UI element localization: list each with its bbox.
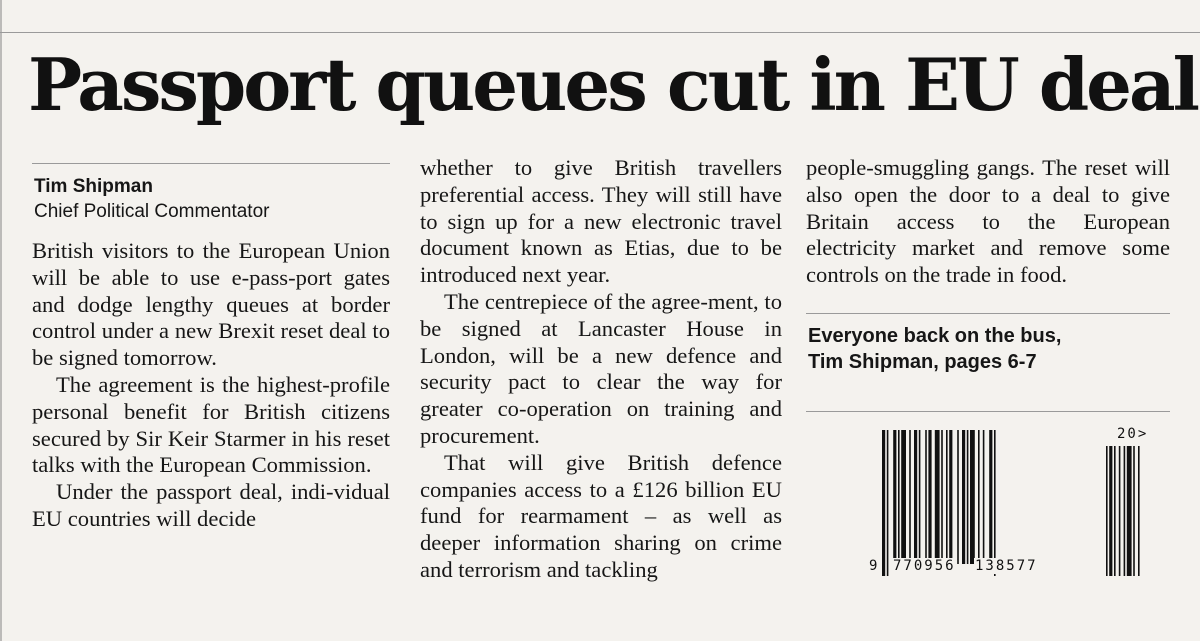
- teaser-line-1: Everyone back on the bus,: [808, 325, 1062, 347]
- barcode-bar: [962, 430, 965, 564]
- page-edge: [0, 0, 2, 641]
- barcode-number-1: 770956: [893, 558, 956, 574]
- article-column-2: [420, 155, 782, 584]
- teaser-rule-top: [806, 313, 1170, 314]
- barcode-addon-bar: [1133, 446, 1135, 576]
- barcode-bar: [882, 430, 885, 576]
- barcode-addon-bar: [1119, 446, 1121, 576]
- paragraph: That will give British defence companies access to a £126 billion EU fund for rearmament – as well as deeper information sharing on crime and terrorism and tackling: [420, 449, 782, 582]
- barcode-addon-bar: [1124, 446, 1126, 576]
- article-column-3: [806, 155, 1170, 289]
- teaser-line-2: Tim Shipman, pages 6-7: [808, 351, 1037, 373]
- barcode-addon-bar: [1109, 446, 1112, 576]
- cross-reference-teaser[interactable]: [808, 323, 1061, 375]
- paragraph: whether to give British travellers preferential access. They will still have to sign up for a new electronic travel document known as Etias, due to be introduced next year.: [420, 155, 782, 288]
- barcode-bar: [914, 430, 917, 564]
- barcode: [868, 426, 1168, 586]
- headline: Passport queues cut in EU deal: [28, 42, 1197, 127]
- barcode-bar: [994, 430, 996, 576]
- barcode-bar: [919, 430, 921, 564]
- barcode-addon-bar: [1127, 446, 1132, 576]
- barcode-bar: [928, 430, 931, 564]
- teaser-rule-bottom: [806, 411, 1170, 412]
- barcode-addon: 20>: [1117, 426, 1149, 442]
- paragraph: British visitors to the European Union will be able to use e-pass-port gates and dodge lengthy queues at border control under a new Brexit reset deal to be signed tomorrow.: [32, 238, 390, 371]
- barcode-bar: [901, 430, 906, 564]
- barcode-bar: [893, 430, 896, 564]
- barcode-bar: [925, 430, 927, 564]
- paragraph: The centrepiece of the agree-ment, to be signed at Lancaster House in London, will be a new defence and security pact to clear the way for greater co-operation on training and procurement.: [420, 288, 782, 448]
- byline: [34, 174, 269, 224]
- barcode-bar: [887, 430, 889, 576]
- barcode-bar: [967, 430, 969, 564]
- barcode-bar: [949, 430, 952, 564]
- barcode-bar: [909, 430, 911, 564]
- barcode-bar: [978, 430, 980, 564]
- barcode-bar: [989, 430, 992, 564]
- barcode-bar: [983, 430, 985, 564]
- barcode-bar: [957, 430, 959, 564]
- col1-rule: [32, 163, 390, 164]
- barcode-bar: [970, 430, 975, 564]
- barcode-bar: [946, 430, 948, 564]
- barcode-addon-bar: [1106, 446, 1108, 576]
- paragraph: The agreement is the highest-profile personal benefit for British citizens secured by Sir Keir Starmer in his reset talks with the European Commission.: [32, 371, 390, 478]
- barcode-bar: [941, 430, 943, 564]
- paragraph: Under the passport deal, indi-vidual EU countries will decide: [32, 479, 390, 531]
- author-name: Tim Shipman: [34, 176, 153, 197]
- barcode-addon-bar: [1114, 446, 1116, 576]
- barcode-addon-bar: [1138, 446, 1140, 576]
- barcode-bar: [935, 430, 940, 564]
- author-role: Chief Political Commentator: [34, 201, 270, 222]
- barcode-number-2: 138577: [975, 558, 1038, 574]
- barcode-bar: [898, 430, 900, 564]
- paragraph: people-smuggling gangs. The reset will also open the door to a deal to give Britain access to the European electricity market and remove some controls on the trade in food.: [806, 155, 1170, 288]
- barcode-left-digit: 9: [869, 558, 878, 574]
- top-rule: [0, 32, 1200, 33]
